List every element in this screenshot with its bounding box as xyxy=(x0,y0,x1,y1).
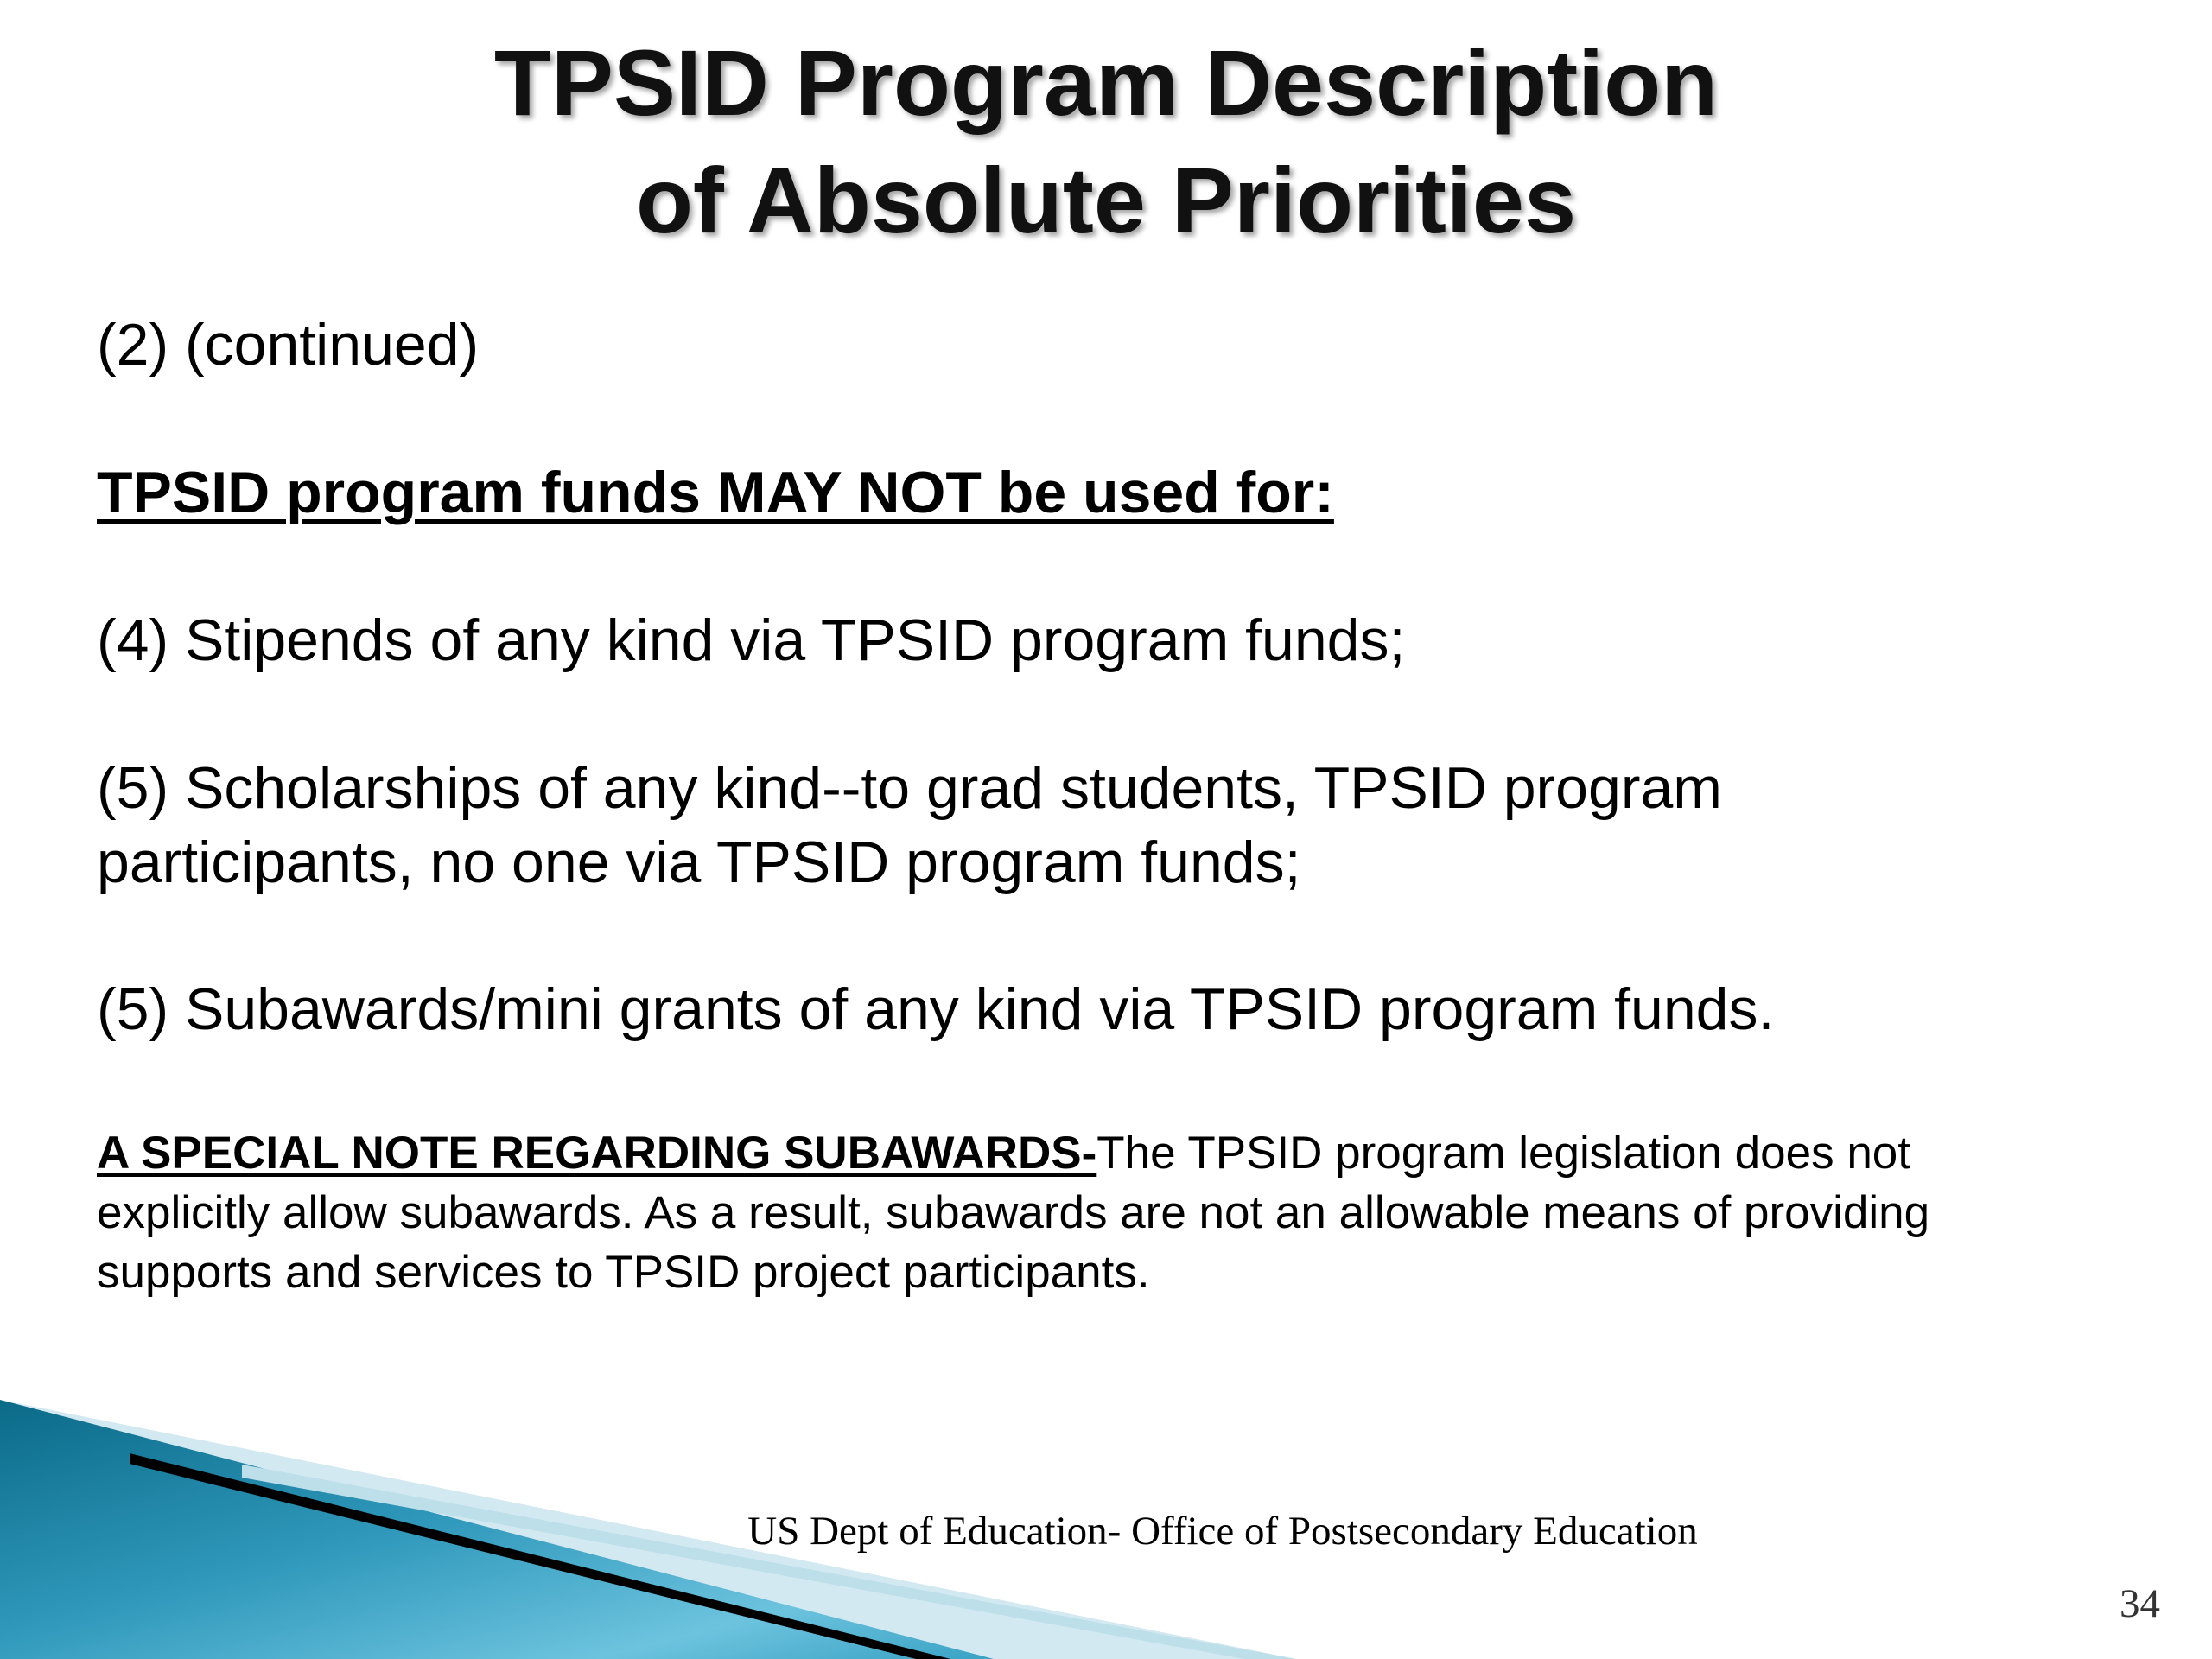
item-scholarships-line-1: (5) Scholarships of any kind--to grad students, TPSID program xyxy=(97,755,1722,821)
item-stipends: (4) Stipends of any kind via TPSID program funds; xyxy=(97,607,1406,673)
slide-title xyxy=(0,24,2212,259)
funds-restriction-heading: TPSID program funds MAY NOT be used for: xyxy=(97,460,1334,525)
item-subawards: (5) Subawards/mini grants of any kind via TPSID program funds. xyxy=(97,976,1775,1042)
footer-source: US Dept of Education- Office of Postsecondary Education xyxy=(747,1509,1698,1554)
page-number: 34 xyxy=(2120,1581,2160,1626)
special-note-heading: A SPECIAL NOTE REGARDING SUBAWARDS- xyxy=(97,1128,1097,1179)
item-scholarships-line-2: participants, no one via TPSID program funds; xyxy=(97,830,1301,895)
continued-label: (2) (continued) xyxy=(97,312,480,378)
special-note-text: The TPSID program legislation does not explicitly allow subawards. As a result, subawards are not an allowable means of providing supports and services to TPSID project participants. xyxy=(97,1128,1930,1298)
slide-title-line-1: TPSID Program Description xyxy=(493,30,1719,135)
slide-title-line-2: of Absolute Priorities xyxy=(635,148,1577,252)
special-note xyxy=(97,1123,1963,1302)
